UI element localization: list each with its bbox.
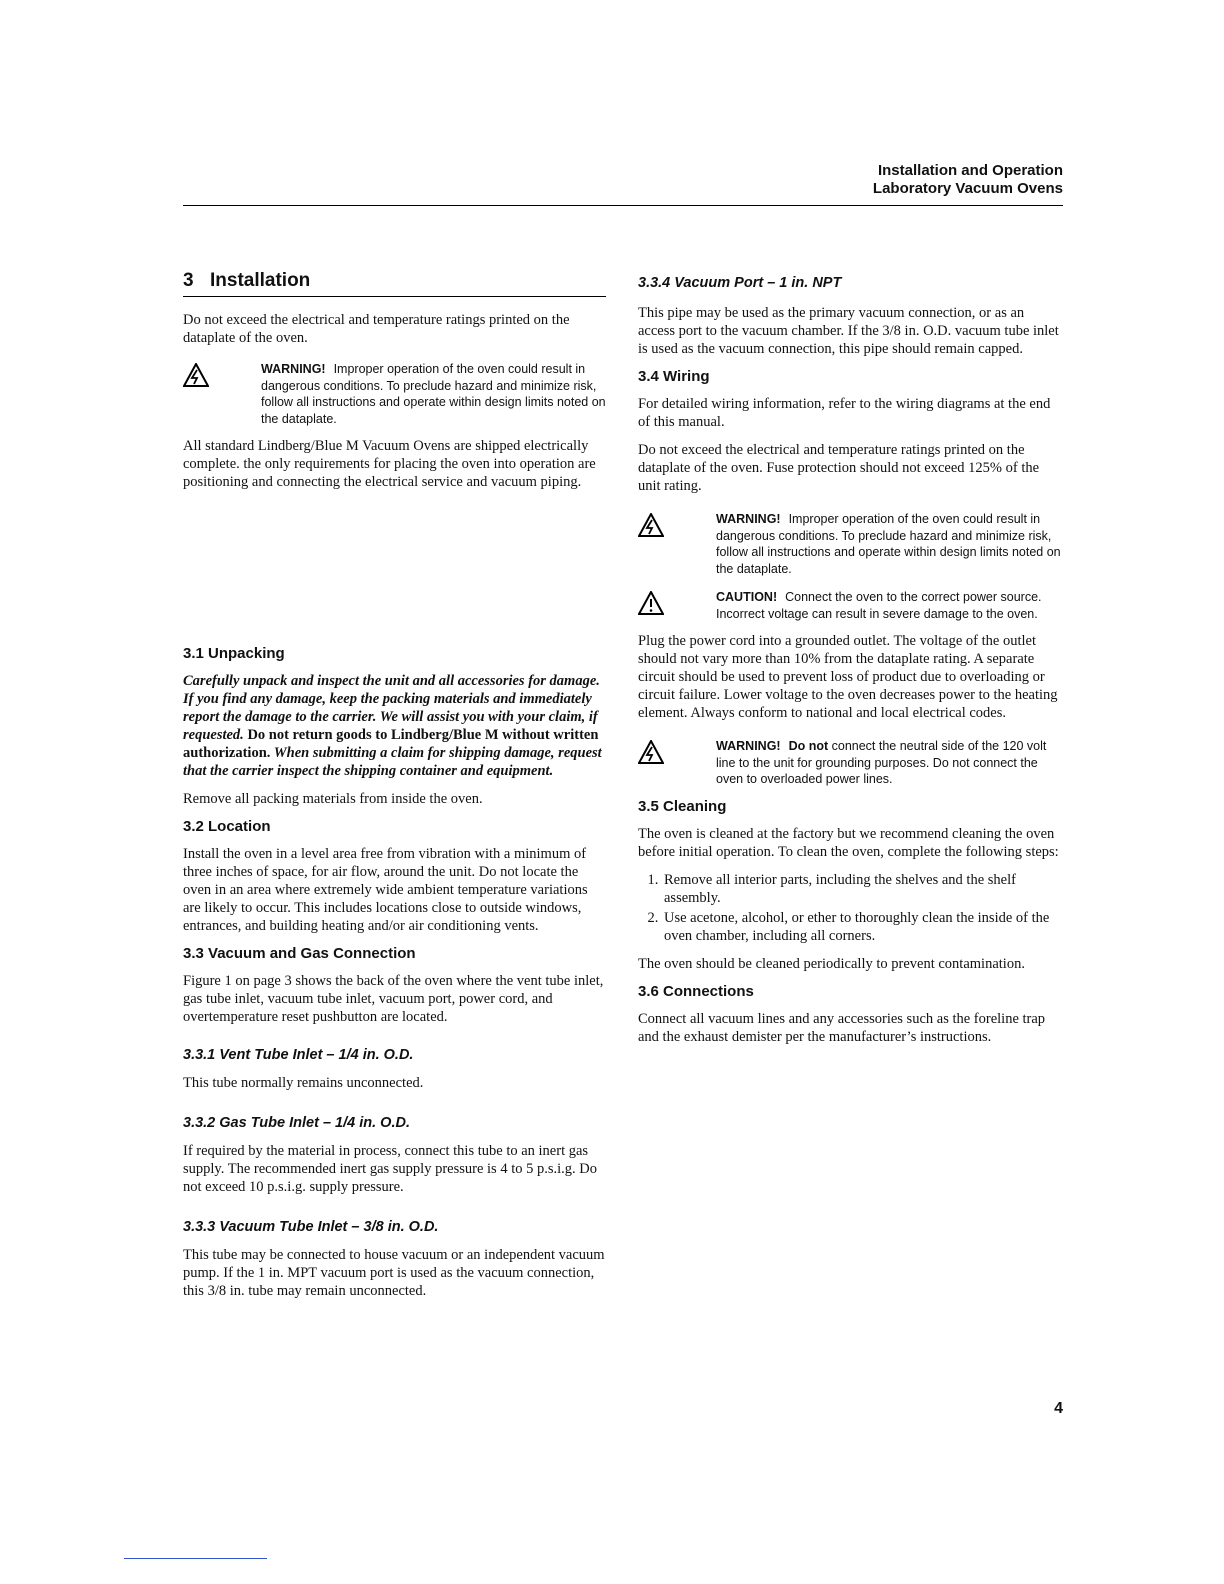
warning-notice xyxy=(183,361,606,427)
electric-shock-warning-icon xyxy=(638,513,664,537)
location-heading: 3.2 Location xyxy=(183,818,271,835)
caution-text: Connect the oven to the correct power source. Incorrect voltage can result in severe damage to the oven. xyxy=(716,590,1042,621)
vacuum-tube-paragraph: This tube may be connected to house vacuum or an independent vacuum pump. If the 1 in. MPT vacuum port is used as the vacuum connection, this 3/8 in. tube may remain unconnected. xyxy=(183,1247,605,1299)
unpacking-heading: 3.1 Unpacking xyxy=(183,645,285,662)
unpacking-italic-1: Carefully unpack and inspect the unit and all accessories for damage. If you find any damage, keep the packing materials and immediately report the damage to the carrier. We will assist you with your claim, if requested. xyxy=(183,673,600,743)
wiring-paragraph-2: Do not exceed the electrical and temperature ratings printed on the dataplate of the oven. Fuse protection should not exceed 125% of the unit rating. xyxy=(638,442,1040,494)
wiring-paragraph-3: Plug the power cord into a grounded outlet. The voltage of the outlet should not vary more than 10% from the dataplate rating. A separate circuit should be used to prevent loss of product due to overloading or circuit failure. Lower voltage to the oven decreases power to the heating element. Always conform to national and local electrical codes. xyxy=(638,633,1058,721)
header-line-2: Laboratory Vacuum Ovens xyxy=(872,180,1063,197)
connections-paragraph: Connect all vacuum lines and any accessories such as the foreline trap and the exhaust demister per the manufacturer’s instructions. xyxy=(638,1010,1046,1045)
warning-text: Improper operation of the oven could result in dangerous conditions. To preclude hazard and minimize risk, follow all instructions and operate within design limits noted on the dataplate. xyxy=(261,362,606,426)
list-item: 1. Remove all interior parts, including the shelves and the shelf assembly. xyxy=(662,871,1063,907)
cleaning-intro: The oven is cleaned at the factory but we recommend cleaning the oven before initial operation. To clean the oven, complete the following steps: xyxy=(638,825,1059,860)
right-column xyxy=(638,274,1063,1056)
section-heading xyxy=(183,270,606,297)
page-number: 4 xyxy=(1054,1400,1063,1417)
left-column xyxy=(183,270,606,1310)
warning-label: WARNING! xyxy=(716,512,781,526)
warning-label: WARNING! xyxy=(261,362,326,376)
location-paragraph: Install the oven in a level area free from vibration with a minimum of three inches of space, for air flow, around the unit. Do not locate the oven in an area where extremely wide ambient temperature variations are likely to occur. This includes locations close to outside windows, entrances, and building heating and/or air conditioning vents. xyxy=(183,846,588,934)
exclamation-caution-icon xyxy=(638,591,664,615)
unpacking-bold: Do not return goods to Lindberg/Blue M without written authorization. xyxy=(183,727,599,761)
unpacking-paragraph xyxy=(183,672,606,780)
wiring-paragraph-1: For detailed wiring information, refer to the wiring diagrams at the end of this manual. xyxy=(638,396,1051,430)
section-number: 3 xyxy=(183,270,194,291)
caution-label: CAUTION! xyxy=(716,590,778,604)
header-rule xyxy=(183,205,1063,206)
unpacking-remove-paragraph: Remove all packing materials from inside the oven. xyxy=(183,791,483,807)
warning-text: Improper operation of the oven could result in dangerous conditions. To preclude hazard and minimize risk, follow all instructions and operate within design limits noted on the dataplate. xyxy=(716,512,1061,576)
wiring-warning-notice xyxy=(638,511,1063,577)
header-line-1: Installation and Operation xyxy=(877,162,1063,179)
vacuum-gas-paragraph: Figure 1 on page 3 shows the back of the oven where the vent tube inlet, gas tube inlet, vacuum tube inlet, vacuum port, power cord, and overtemperature reset pushbutton are located. xyxy=(183,973,604,1025)
grounding-warning-notice xyxy=(638,738,1063,788)
gas-tube-heading: 3.3.2 Gas Tube Inlet – 1/4 in. O.D. xyxy=(183,1115,410,1131)
vacuum-port-heading: 3.3.4 Vacuum Port – 1 in. NPT xyxy=(638,275,842,291)
vent-tube-paragraph: This tube normally remains unconnected. xyxy=(183,1075,424,1091)
cleaning-outro: The oven should be cleaned periodically to prevent contamination. xyxy=(638,955,1025,972)
caution-notice xyxy=(638,589,1063,622)
section-title: Installation xyxy=(210,270,311,291)
vacuum-port-paragraph: This pipe may be used as the primary vacuum connection, or as an access port to the vacuum chamber. If the 3/8 in. O.D. vacuum tube inlet is used as the vacuum connection, this pipe should remain capped. xyxy=(638,305,1059,357)
connections-heading: 3.6 Connections xyxy=(638,982,754,1000)
warning-text: connect the neutral side of the 120 volt line to the unit for grounding purposes. Do not connect the oven to overloaded power lines. xyxy=(716,739,1047,786)
gas-tube-paragraph: If required by the material in process, connect this tube to an inert gas supply. The recommended inert gas supply pressure is 4 to 5 p.s.i.g. Do not exceed 10 p.s.i.g. supply pressure. xyxy=(183,1143,597,1195)
warning-label: WARNING! xyxy=(716,739,781,753)
cleaning-heading: 3.5 Cleaning xyxy=(638,797,727,815)
shipping-paragraph: All standard Lindberg/Blue M Vacuum Ovens are shipped electrically complete. the only requirements for placing the oven into operation are positioning and connecting the electrical service and vacuum piping. xyxy=(183,438,596,490)
wiring-heading: 3.4 Wiring xyxy=(638,368,710,385)
electric-shock-warning-icon xyxy=(183,363,209,387)
running-header xyxy=(183,162,1063,198)
cleaning-steps xyxy=(638,871,1063,945)
vent-tube-heading: 3.3.1 Vent Tube Inlet – 1/4 in. O.D. xyxy=(183,1047,414,1063)
electric-shock-warning-icon xyxy=(638,740,664,764)
vacuum-gas-heading: 3.3 Vacuum and Gas Connection xyxy=(183,945,416,962)
intro-paragraph: Do not exceed the electrical and temperature ratings printed on the dataplate of the oven. xyxy=(183,312,570,346)
warning-bold: Do not xyxy=(788,739,829,753)
vacuum-tube-heading: 3.3.3 Vacuum Tube Inlet – 3/8 in. O.D. xyxy=(183,1219,439,1235)
unpacking-italic-2: When submitting a claim for shipping damage, request that the carrier inspect the shipping container and equipment. xyxy=(183,745,602,779)
footer-rule xyxy=(124,1558,267,1559)
list-item: 2. Use acetone, alcohol, or ether to thoroughly clean the inside of the oven chamber, including all corners. xyxy=(662,909,1063,945)
